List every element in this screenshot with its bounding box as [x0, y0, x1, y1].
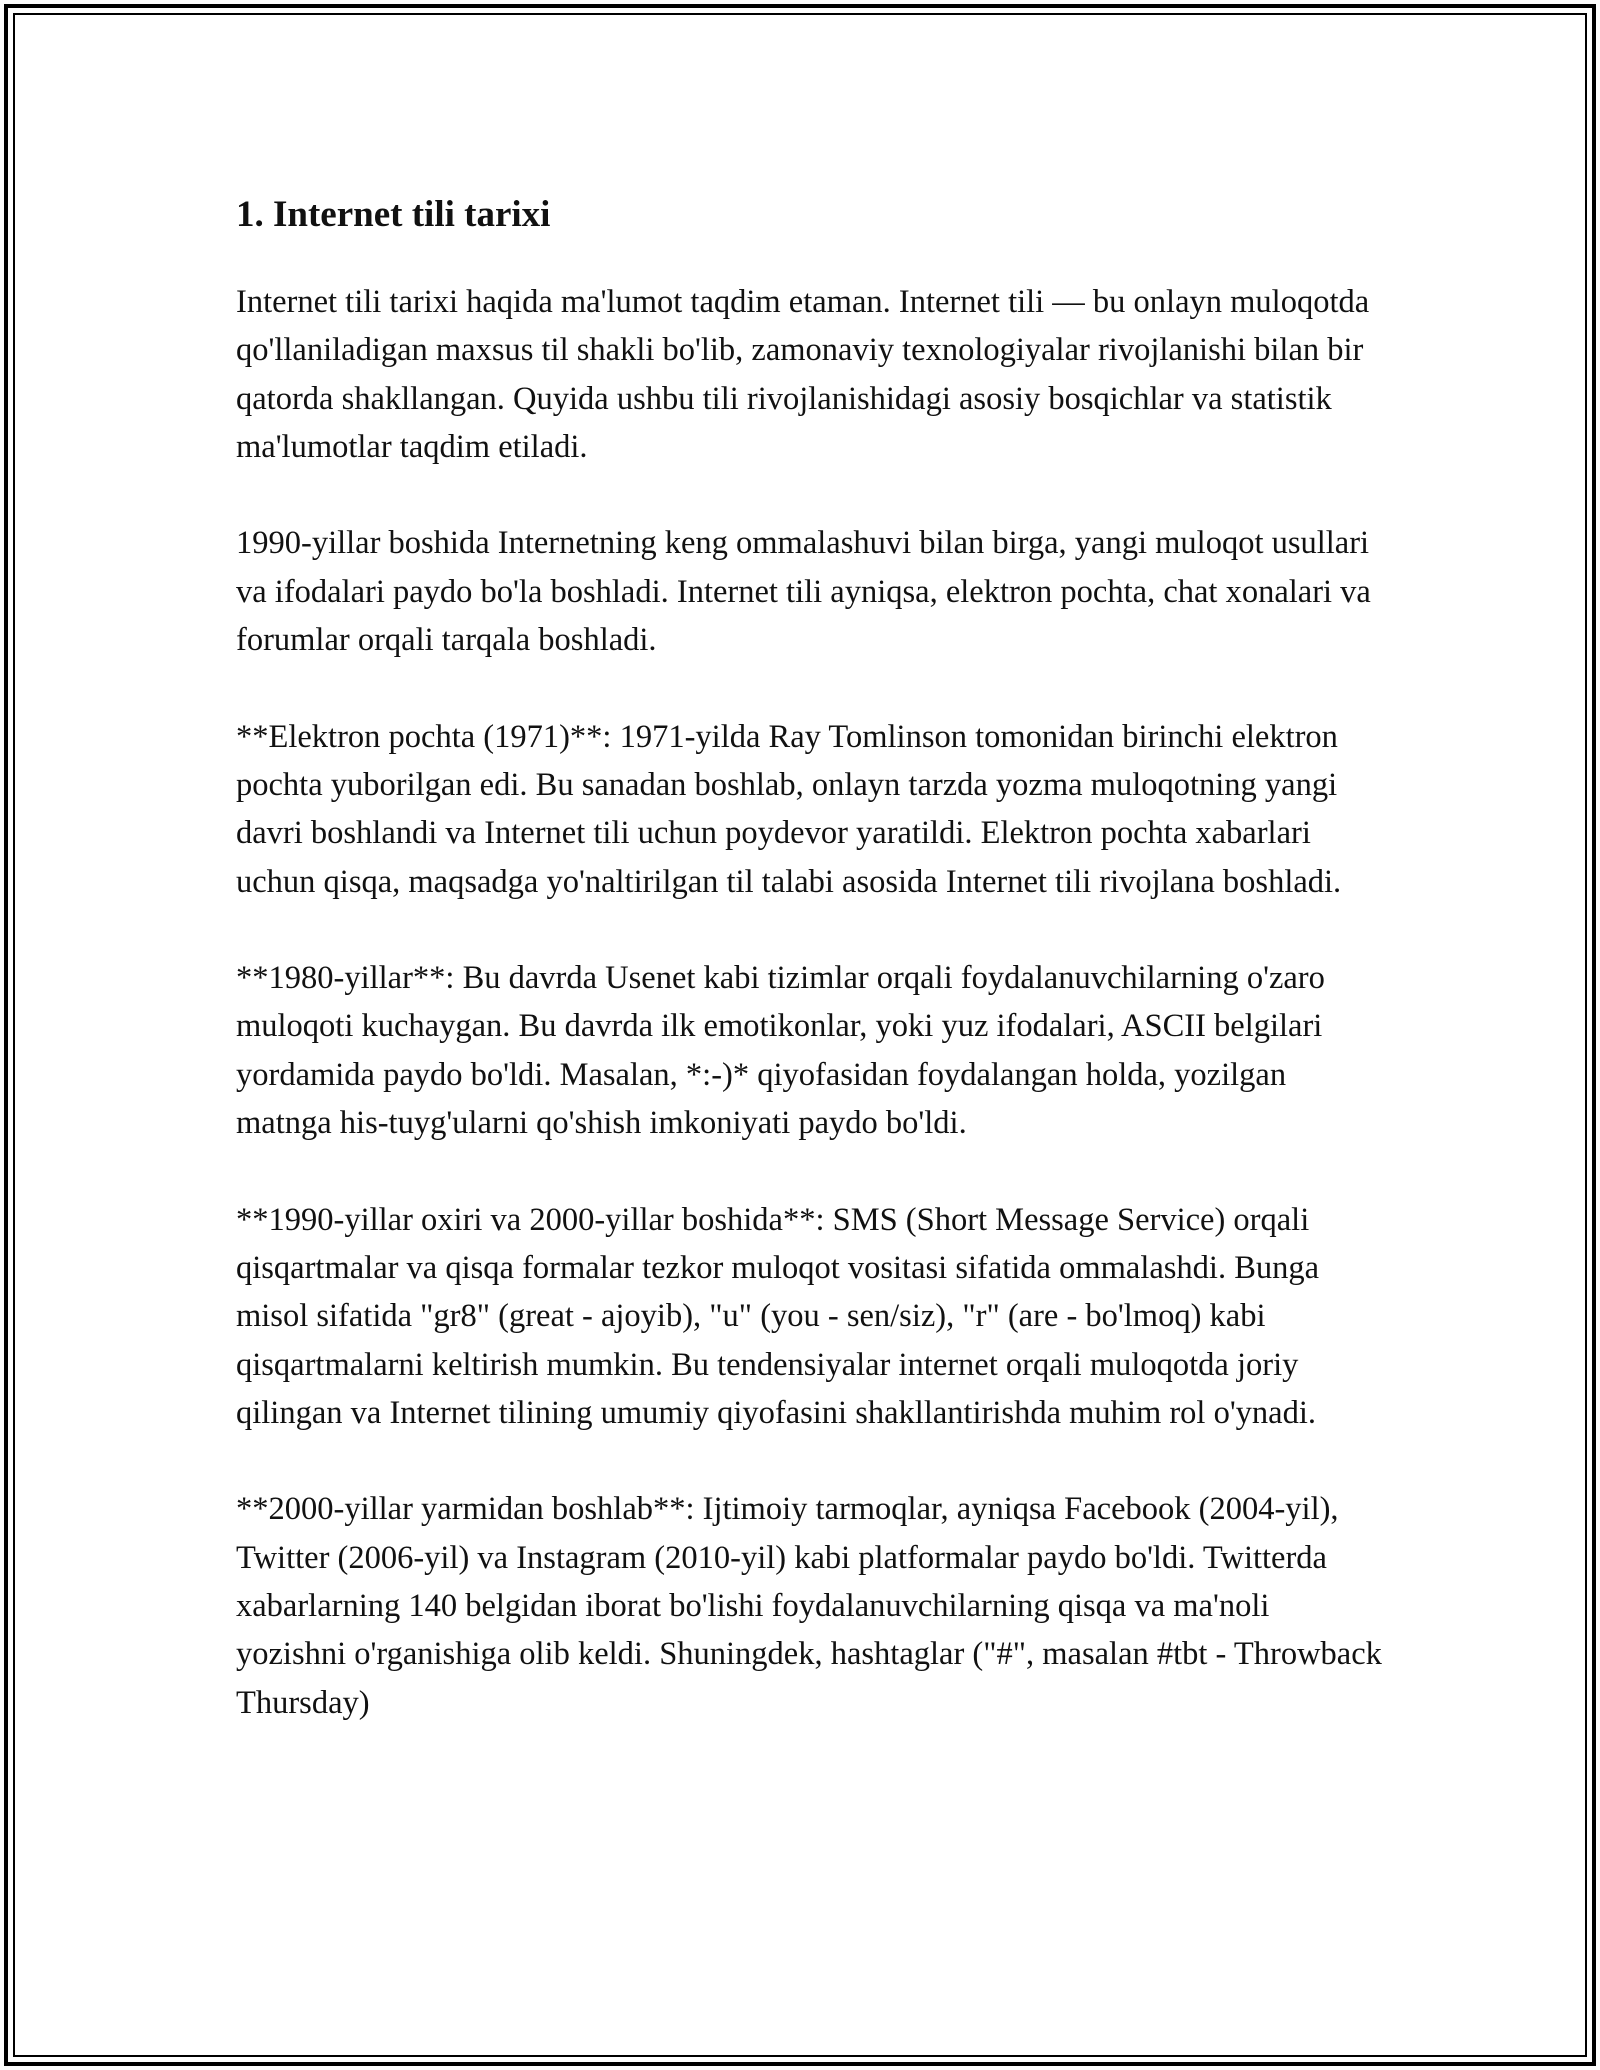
paragraph-sms-era: **1990-yillar oxiri va 2000-yillar boshida**: SMS (Short Message Service) orqali qisqartmalar va qisqa formalar tezkor muloqot vositasi sifatida ommalashdi. Bunga misol sifatida "gr8" (great - ajoyib), "u" (you - sen/siz), "r" (are - bo'lmoq) kabi qisqartmalarni keltirish mumkin. Bu tendensiyalar internet orqali muloqotda joriy qilingan va Internet tilining umumiy qiyofasini shakllantirishda muhim rol o'ynadi. [236, 1201, 1320, 1431]
paragraph-social-media: **2000-yillar yarmidan boshlab**: Ijtimoiy tarmoqlar, ayniqsa Facebook (2004-yil), Twitter (2006-yil) va Instagram (2010-yil) kabi platformalar paydo bo'ldi. Twitterda xabarlarning 140 belgidan iborat bo'lishi foydalanuvchilarning qisqa va ma'noli yozishni o'rganishiga olib keldi. Shuningdek, hashtaglar ("#", masalan #tbt - Throwback Thursday) [236, 1491, 1382, 1721]
document-body [236, 188, 1386, 1775]
paragraph-email-1971: **Elektron pochta (1971)**: 1971-yilda Ray Tomlinson tomonidan birinchi elektron pochta yuborilgan edi. Bu sanadan boshlab, onlayn tarzda yozma muloqotning yangi davri boshlandi va Internet tili uchun poydevor yaratildi. Elektron pochta xabarlari uchun qisqa, maqsadga yo'naltirilgan til talabi asosida Internet tili rivojlana boshladi. [236, 718, 1342, 900]
paragraph-intro: Internet tili tarixi haqida ma'lumot taqdim etaman. Internet tili — bu onlayn muloqotda qo'llaniladigan maxsus til shakli bo'lib, zamonaviy texnologiyalar rivojlanishi bilan bir qatorda shakllangan. Quyida ushbu tili rivojlanishidagi asosiy bosqichlar va statistik ma'lumotlar taqdim etiladi. [236, 284, 1370, 465]
section-heading: 1. Internet tili tarixi [236, 194, 551, 235]
paragraph-1980s: **1980-yillar**: Bu davrda Usenet kabi tizimlar orqali foydalanuvchilarning o'zaro muloqoti kuchaygan. Bu davrda ilk emotikonlar, yoki yuz ifodalari, ASCII belgilari yordamida paydo bo'ldi. Masalan, *:-)* qiyofasidan foydalangan holda, yozilgan matnga his-tuyg'ularni qo'shish imkoniyati paydo bo'ldi. [236, 960, 1325, 1142]
paragraph-1990s: 1990-yillar boshida Internetning keng ommalashuvi bilan birga, yangi muloqot usullari va ifodalari paydo bo'la boshladi. Internet tili ayniqsa, elektron pochta, chat xonalari va forumlar orqali tarqala boshladi. [236, 525, 1371, 659]
